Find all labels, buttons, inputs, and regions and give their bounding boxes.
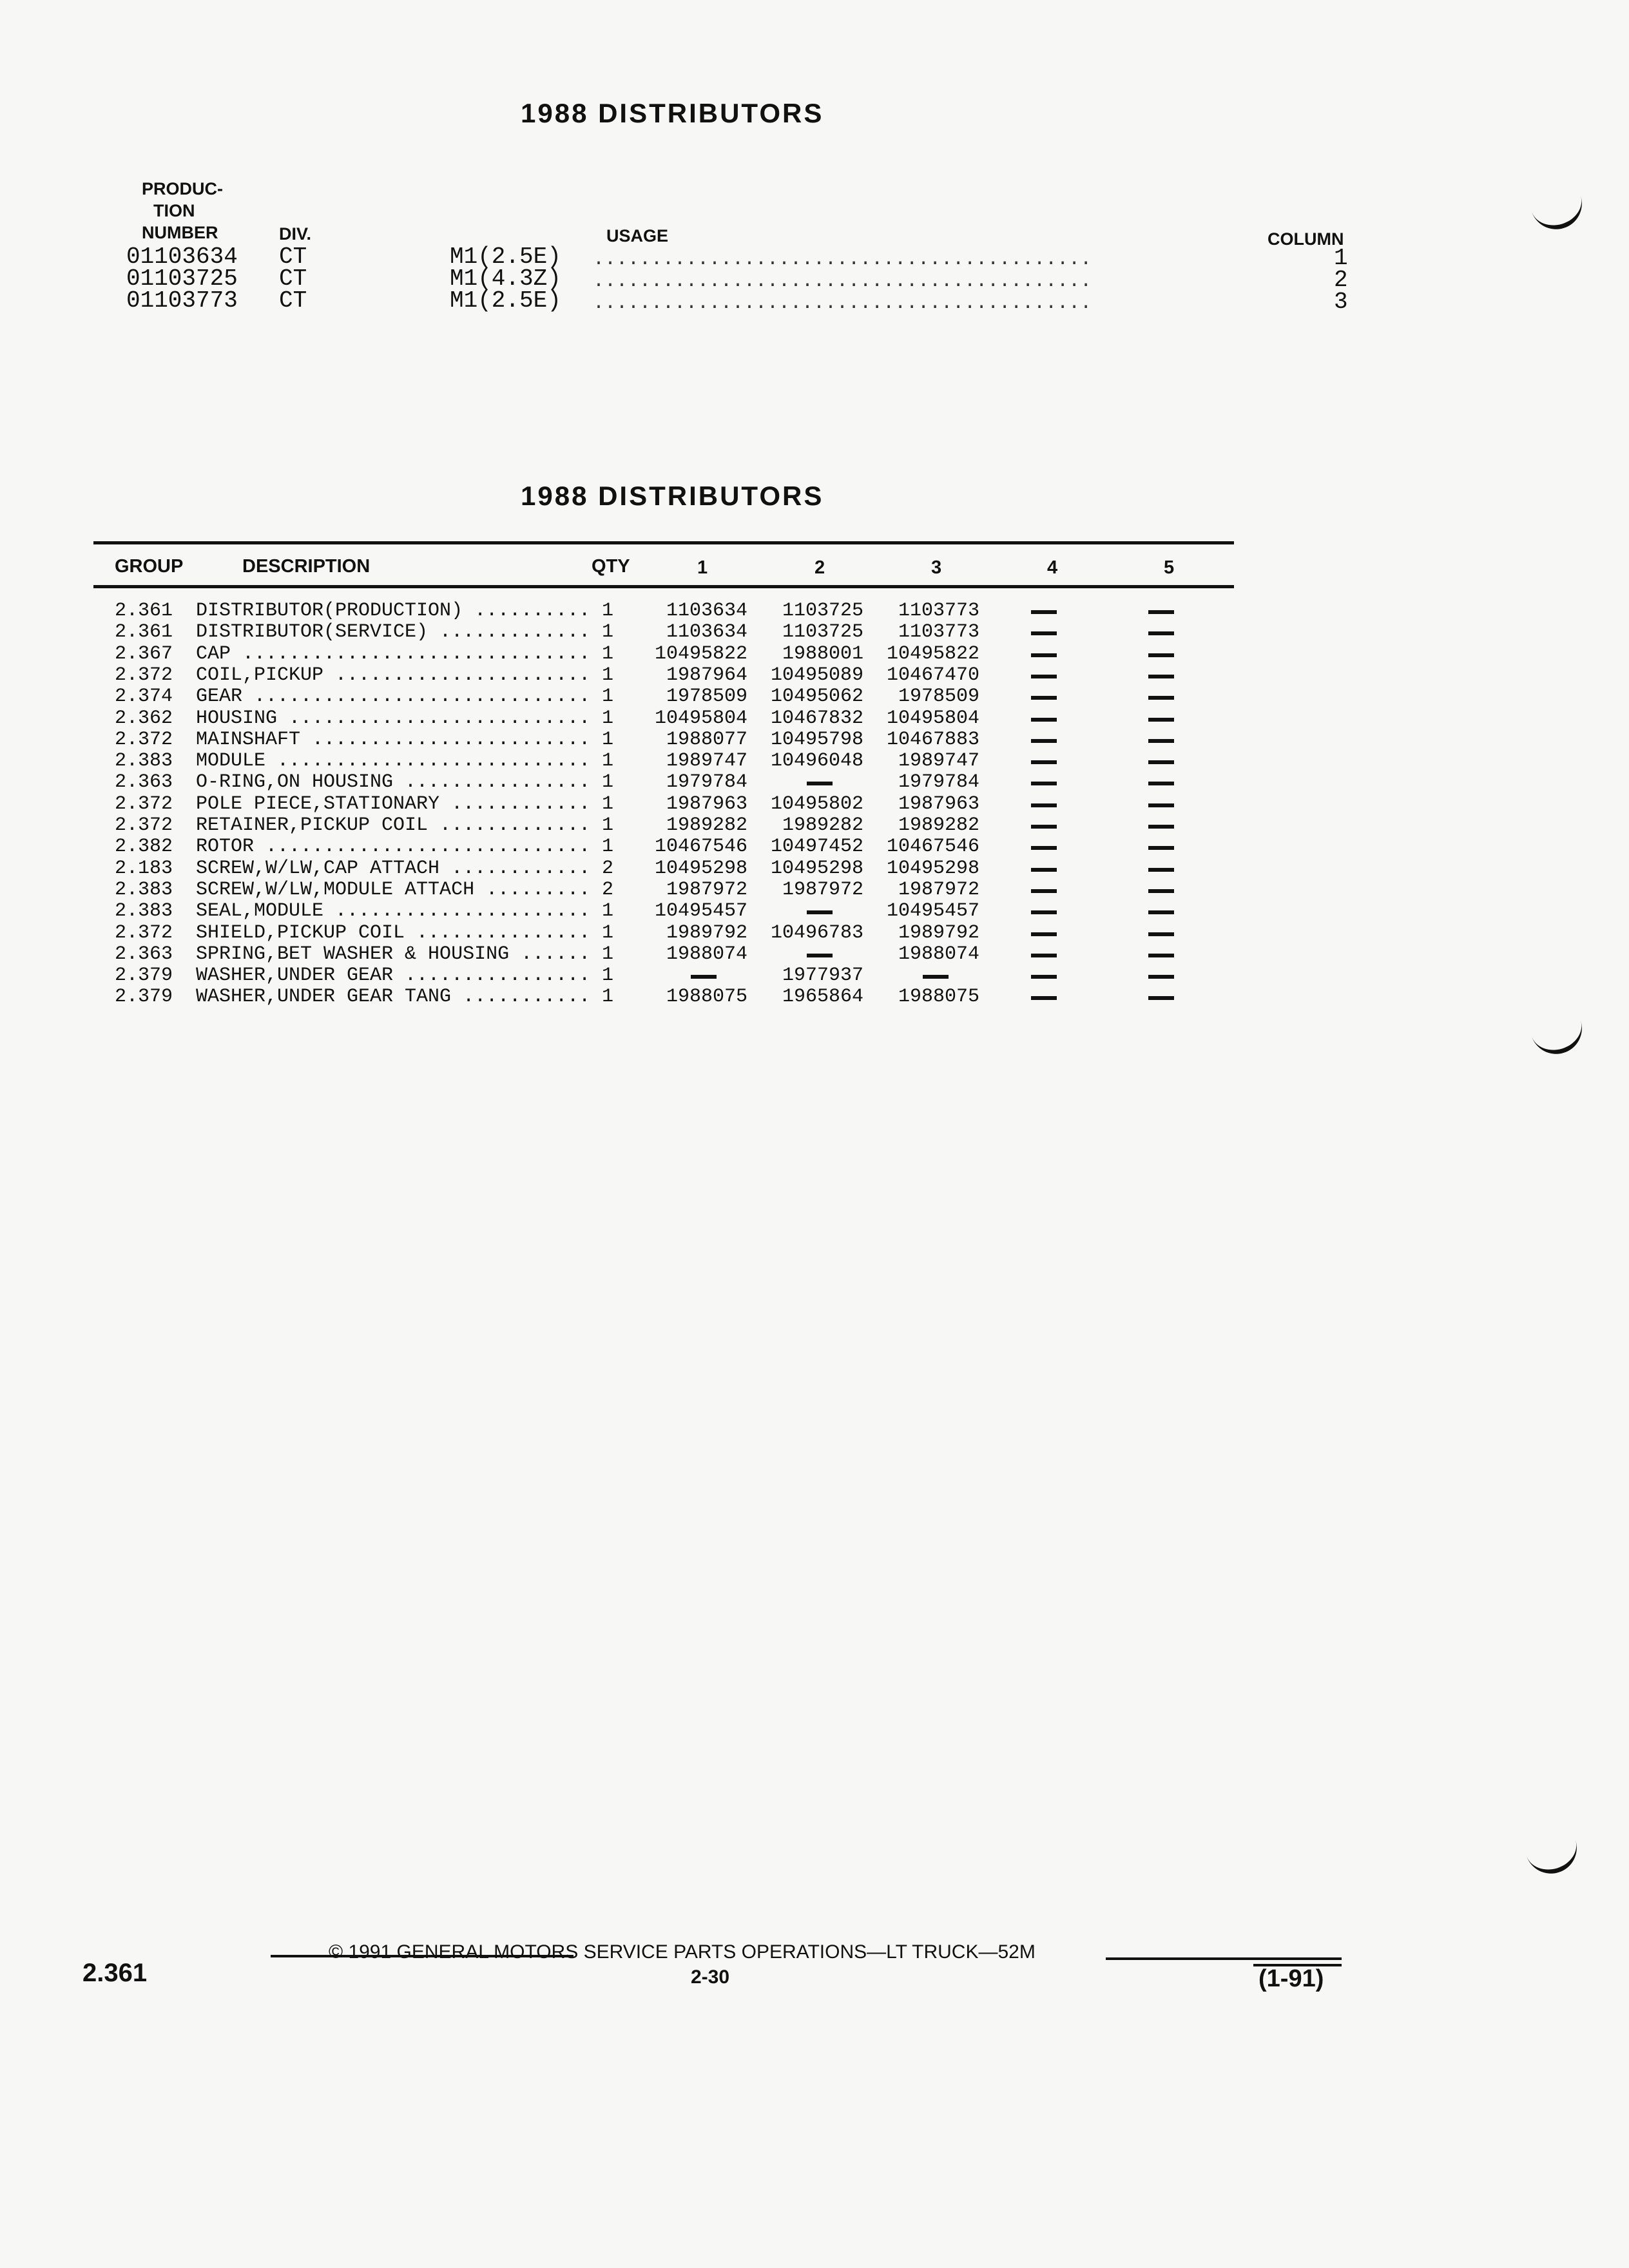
group-cell: 2.379 [115, 965, 173, 987]
column-4-dash [1031, 996, 1057, 1000]
description-cell: WASHER,UNDER GEAR TANG ........... [196, 986, 591, 1008]
table-row [0, 622, 1629, 643]
group-cell: 2.361 [115, 621, 173, 644]
column-1-cell: 10467546 [654, 836, 747, 858]
leader-dots: ........................................... [593, 293, 1092, 314]
not-applicable-dash [807, 954, 833, 957]
column-5-dash [1148, 889, 1174, 893]
column-3-cell: 10467470 [886, 664, 979, 686]
group-cell: 2.363 [115, 943, 173, 965]
column-1-cell: 10495298 [654, 857, 747, 879]
column-5-dash [1148, 954, 1174, 957]
group-cell: 2.372 [115, 664, 173, 686]
header-column-4: 4 [1047, 557, 1058, 578]
column-4-dash [1031, 696, 1057, 700]
column-5-dash [1148, 739, 1174, 743]
production-number: 01103725 [126, 265, 238, 292]
column-1-cell: 10495804 [654, 707, 747, 729]
group-cell: 2.382 [115, 836, 173, 858]
column-1-cell: 1989747 [666, 750, 747, 773]
revision-date: (1-91) [1258, 1965, 1324, 1992]
column-5-dash [1148, 825, 1174, 829]
table-row [0, 986, 1629, 1008]
column-5-dash [1148, 718, 1174, 722]
group-cell: 2.367 [115, 642, 173, 665]
column-2-cell: 10496783 [770, 921, 863, 944]
column-4-dash [1031, 718, 1057, 722]
table-row [0, 879, 1629, 901]
column-4-dash [1031, 760, 1057, 764]
header-column-2: 2 [815, 557, 825, 578]
column-3-cell: 1978509 [898, 686, 979, 708]
column-4-dash [1031, 825, 1057, 829]
usage-code: M1(2.5E) [450, 244, 561, 270]
not-applicable-dash [807, 782, 833, 785]
table-row [0, 901, 1629, 922]
qty-cell: 1 [602, 900, 614, 923]
table-row [0, 708, 1629, 729]
column-number: 2 [1334, 267, 1348, 293]
description-cell: WASHER,UNDER GEAR ................ [196, 965, 591, 987]
column-2-cell: 1103725 [782, 600, 863, 622]
group-cell: 2.372 [115, 814, 173, 836]
qty-cell: 1 [602, 600, 614, 622]
column-1-cell: 1978509 [666, 686, 747, 708]
usage-list [0, 246, 1629, 317]
column-3-cell: 10495804 [886, 707, 979, 729]
column-1-cell: 1987972 [666, 878, 747, 901]
column-5-dash [1148, 631, 1174, 635]
qty-cell: 1 [602, 621, 614, 644]
column-1-cell: 1987964 [666, 664, 747, 686]
group-cell: 2.362 [115, 707, 173, 729]
column-5-dash [1148, 803, 1174, 807]
column-2-cell: 1989282 [782, 814, 863, 836]
group-cell: 2.183 [115, 857, 173, 879]
column-2-cell: 10495802 [770, 793, 863, 815]
leader-dots: ........................................... [593, 271, 1092, 293]
column-4-dash [1031, 954, 1057, 957]
not-applicable-dash [923, 975, 949, 979]
column-2-cell: 1103725 [782, 621, 863, 644]
group-cell: 2.374 [115, 686, 173, 708]
header-description: DESCRIPTION [242, 556, 371, 577]
qty-cell: 1 [602, 750, 614, 773]
production-number: 01103773 [126, 287, 238, 314]
description-cell: POLE PIECE,STATIONARY ............ [196, 793, 591, 815]
division: CT [279, 244, 307, 270]
column-3-cell: 1989282 [898, 814, 979, 836]
column-5-dash [1148, 782, 1174, 785]
qty-cell: 1 [602, 814, 614, 836]
description-cell: CAP .............................. [196, 642, 591, 665]
description-cell: HOUSING .......................... [196, 707, 591, 729]
column-1-cell: 1979784 [666, 771, 747, 794]
column-1-cell: 10495822 [654, 642, 747, 665]
usage-label: USAGE [606, 226, 669, 245]
table-row [0, 965, 1629, 986]
column-2-cell: 10496048 [770, 750, 863, 773]
column-4-dash [1031, 782, 1057, 785]
column-4-dash [1031, 675, 1057, 678]
qty-cell: 1 [602, 728, 614, 751]
usage-code: M1(4.3Z) [450, 265, 561, 292]
qty-cell: 1 [602, 707, 614, 729]
description-cell: ROTOR ............................ [196, 836, 591, 858]
column-4-dash [1031, 739, 1057, 743]
column-3-cell: 1988075 [898, 986, 979, 1008]
header-column-3: 3 [931, 557, 942, 578]
column-2-cell: 10497452 [770, 836, 863, 858]
column-3-cell: 1989747 [898, 750, 979, 773]
column-4-dash [1031, 932, 1057, 936]
description-cell: GEAR ............................. [196, 686, 591, 708]
column-4-dash [1031, 653, 1057, 657]
column-2-cell: 10495798 [770, 728, 863, 751]
description-cell: DISTRIBUTOR(PRODUCTION) .......... [196, 600, 591, 622]
qty-cell: 1 [602, 986, 614, 1008]
table-row [0, 772, 1629, 793]
column-4-dash [1031, 910, 1057, 914]
div-label: DIV. [279, 224, 312, 244]
table-row [0, 836, 1629, 858]
table-top-rule [93, 541, 1234, 544]
group-cell: 2.372 [115, 793, 173, 815]
column-4-dash [1031, 803, 1057, 807]
description-cell: MAINSHAFT ........................ [196, 728, 591, 751]
group-cell: 2.372 [115, 728, 173, 751]
qty-cell: 1 [602, 664, 614, 686]
page-number: 2-30 [691, 1966, 730, 1988]
footer-rule-right [1106, 1957, 1342, 1960]
production-number: 01103634 [126, 244, 238, 270]
production-number-label-line-1: PRODUC- [142, 179, 223, 198]
column-5-dash [1148, 696, 1174, 700]
description-cell: O-RING,ON HOUSING ................ [196, 771, 591, 794]
table-header-rule [93, 585, 1234, 588]
column-2-cell: 10467832 [770, 707, 863, 729]
leader-dots: ........................................... [593, 249, 1092, 271]
column-2-cell: 10495089 [770, 664, 863, 686]
column-3-cell: 1979784 [898, 771, 979, 794]
column-4-dash [1031, 975, 1057, 979]
column-2-cell: 1988001 [782, 642, 863, 665]
parts-table-body [0, 601, 1629, 1013]
column-4-dash [1031, 631, 1057, 635]
division: CT [279, 265, 307, 292]
description-cell: SEAL,MODULE ...................... [196, 900, 591, 923]
column-3-cell: 1987972 [898, 878, 979, 901]
qty-cell: 1 [602, 686, 614, 708]
qty-cell: 1 [602, 771, 614, 794]
table-row [0, 665, 1629, 686]
table-row [0, 601, 1629, 622]
column-1-cell: 1987963 [666, 793, 747, 815]
binder-punch-mark [1525, 1836, 1584, 1880]
table-row [0, 815, 1629, 836]
table-row [0, 944, 1629, 965]
group-cell: 2.363 [115, 771, 173, 794]
column-1-cell: 1103634 [666, 600, 747, 622]
column-3-cell: 1988074 [898, 943, 979, 965]
usage-code: M1(2.5E) [450, 287, 561, 314]
column-4-dash [1031, 868, 1057, 872]
column-4-dash [1031, 889, 1057, 893]
qty-cell: 1 [602, 943, 614, 965]
description-cell: MODULE ........................... [196, 750, 591, 773]
column-number: 1 [1334, 245, 1348, 271]
column-3-cell: 10495457 [886, 900, 979, 923]
description-cell: SCREW,W/LW,MODULE ATTACH ......... [196, 878, 591, 901]
column-5-dash [1148, 932, 1174, 936]
column-3-cell: 1987963 [898, 793, 979, 815]
column-3-cell: 1103773 [898, 621, 979, 644]
qty-cell: 1 [602, 836, 614, 858]
column-5-dash [1148, 846, 1174, 850]
qty-cell: 1 [602, 642, 614, 665]
parts-table-title: 1988 DISTRIBUTORS [521, 481, 824, 511]
group-cell: 2.383 [115, 878, 173, 901]
column-1-cell: 1988074 [666, 943, 747, 965]
description-cell: SPRING,BET WASHER & HOUSING ...... [196, 943, 591, 965]
column-5-dash [1148, 653, 1174, 657]
section-number: 2.361 [82, 1959, 148, 1987]
column-5-dash [1148, 975, 1174, 979]
column-4-dash [1031, 846, 1057, 850]
qty-cell: 1 [602, 965, 614, 987]
group-cell: 2.372 [115, 921, 173, 944]
column-3-cell: 10495822 [886, 642, 979, 665]
usage-title: 1988 DISTRIBUTORS [521, 98, 824, 128]
qty-cell: 1 [602, 793, 614, 815]
copyright-line: © 1991 GENERAL MOTORS SERVICE PARTS OPERATIONS—LT TRUCK—52M [329, 1941, 1036, 1963]
group-cell: 2.383 [115, 900, 173, 923]
column-1-cell: 1989282 [666, 814, 747, 836]
column-1-cell: 10495457 [654, 900, 747, 923]
column-2-cell: 10495298 [770, 857, 863, 879]
group-cell: 2.383 [115, 750, 173, 773]
usage-row [126, 246, 238, 268]
table-row [0, 751, 1629, 772]
group-cell: 2.379 [115, 986, 173, 1008]
column-5-dash [1148, 610, 1174, 614]
column-5-dash [1148, 910, 1174, 914]
column-5-dash [1148, 868, 1174, 872]
description-cell: SCREW,W/LW,CAP ATTACH ............ [196, 857, 591, 879]
column-5-dash [1148, 675, 1174, 678]
production-number-label-line-2: TION [153, 201, 195, 220]
table-row [0, 794, 1629, 815]
column-1-cell: 1103634 [666, 621, 747, 644]
column-3-cell: 10495298 [886, 857, 979, 879]
column-3-cell: 10467883 [886, 728, 979, 751]
table-row [0, 858, 1629, 879]
column-3-cell: 10467546 [886, 836, 979, 858]
description-cell: RETAINER,PICKUP COIL ............. [196, 814, 591, 836]
column-3-cell: 1989792 [898, 921, 979, 944]
header-column-1: 1 [697, 557, 708, 578]
column-2-cell: 1965864 [782, 986, 863, 1008]
column-3-cell: 1103773 [898, 600, 979, 622]
table-row [0, 729, 1629, 751]
header-column-5: 5 [1164, 557, 1175, 578]
division: CT [279, 287, 307, 314]
production-number-label-line-3: NUMBER [142, 223, 218, 242]
column-5-dash [1148, 760, 1174, 764]
table-row [0, 923, 1629, 944]
table-row [0, 644, 1629, 665]
description-cell: DISTRIBUTOR(SERVICE) ............. [196, 621, 591, 644]
column-5-dash [1148, 996, 1174, 1000]
binder-punch-mark [1530, 1016, 1589, 1061]
qty-cell: 2 [602, 857, 614, 879]
column-2-cell: 1977937 [782, 965, 863, 987]
column-label: COLUMN [1268, 229, 1344, 249]
column-4-dash [1031, 610, 1057, 614]
description-cell: COIL,PICKUP ...................... [196, 664, 591, 686]
column-1-cell: 1989792 [666, 921, 747, 944]
column-1-cell: 1988077 [666, 728, 747, 751]
binder-punch-mark [1530, 191, 1589, 236]
header-qty: QTY [592, 556, 630, 577]
not-applicable-dash [807, 910, 833, 914]
qty-cell: 1 [602, 921, 614, 944]
column-number: 3 [1334, 289, 1348, 315]
table-row [0, 686, 1629, 707]
qty-cell: 2 [602, 878, 614, 901]
column-1-cell: 1988075 [666, 986, 747, 1008]
not-applicable-dash [691, 975, 717, 979]
header-group: GROUP [115, 556, 184, 577]
description-cell: SHIELD,PICKUP COIL ............... [196, 921, 591, 944]
group-cell: 2.361 [115, 600, 173, 622]
column-2-cell: 10495062 [770, 686, 863, 708]
column-2-cell: 1987972 [782, 878, 863, 901]
